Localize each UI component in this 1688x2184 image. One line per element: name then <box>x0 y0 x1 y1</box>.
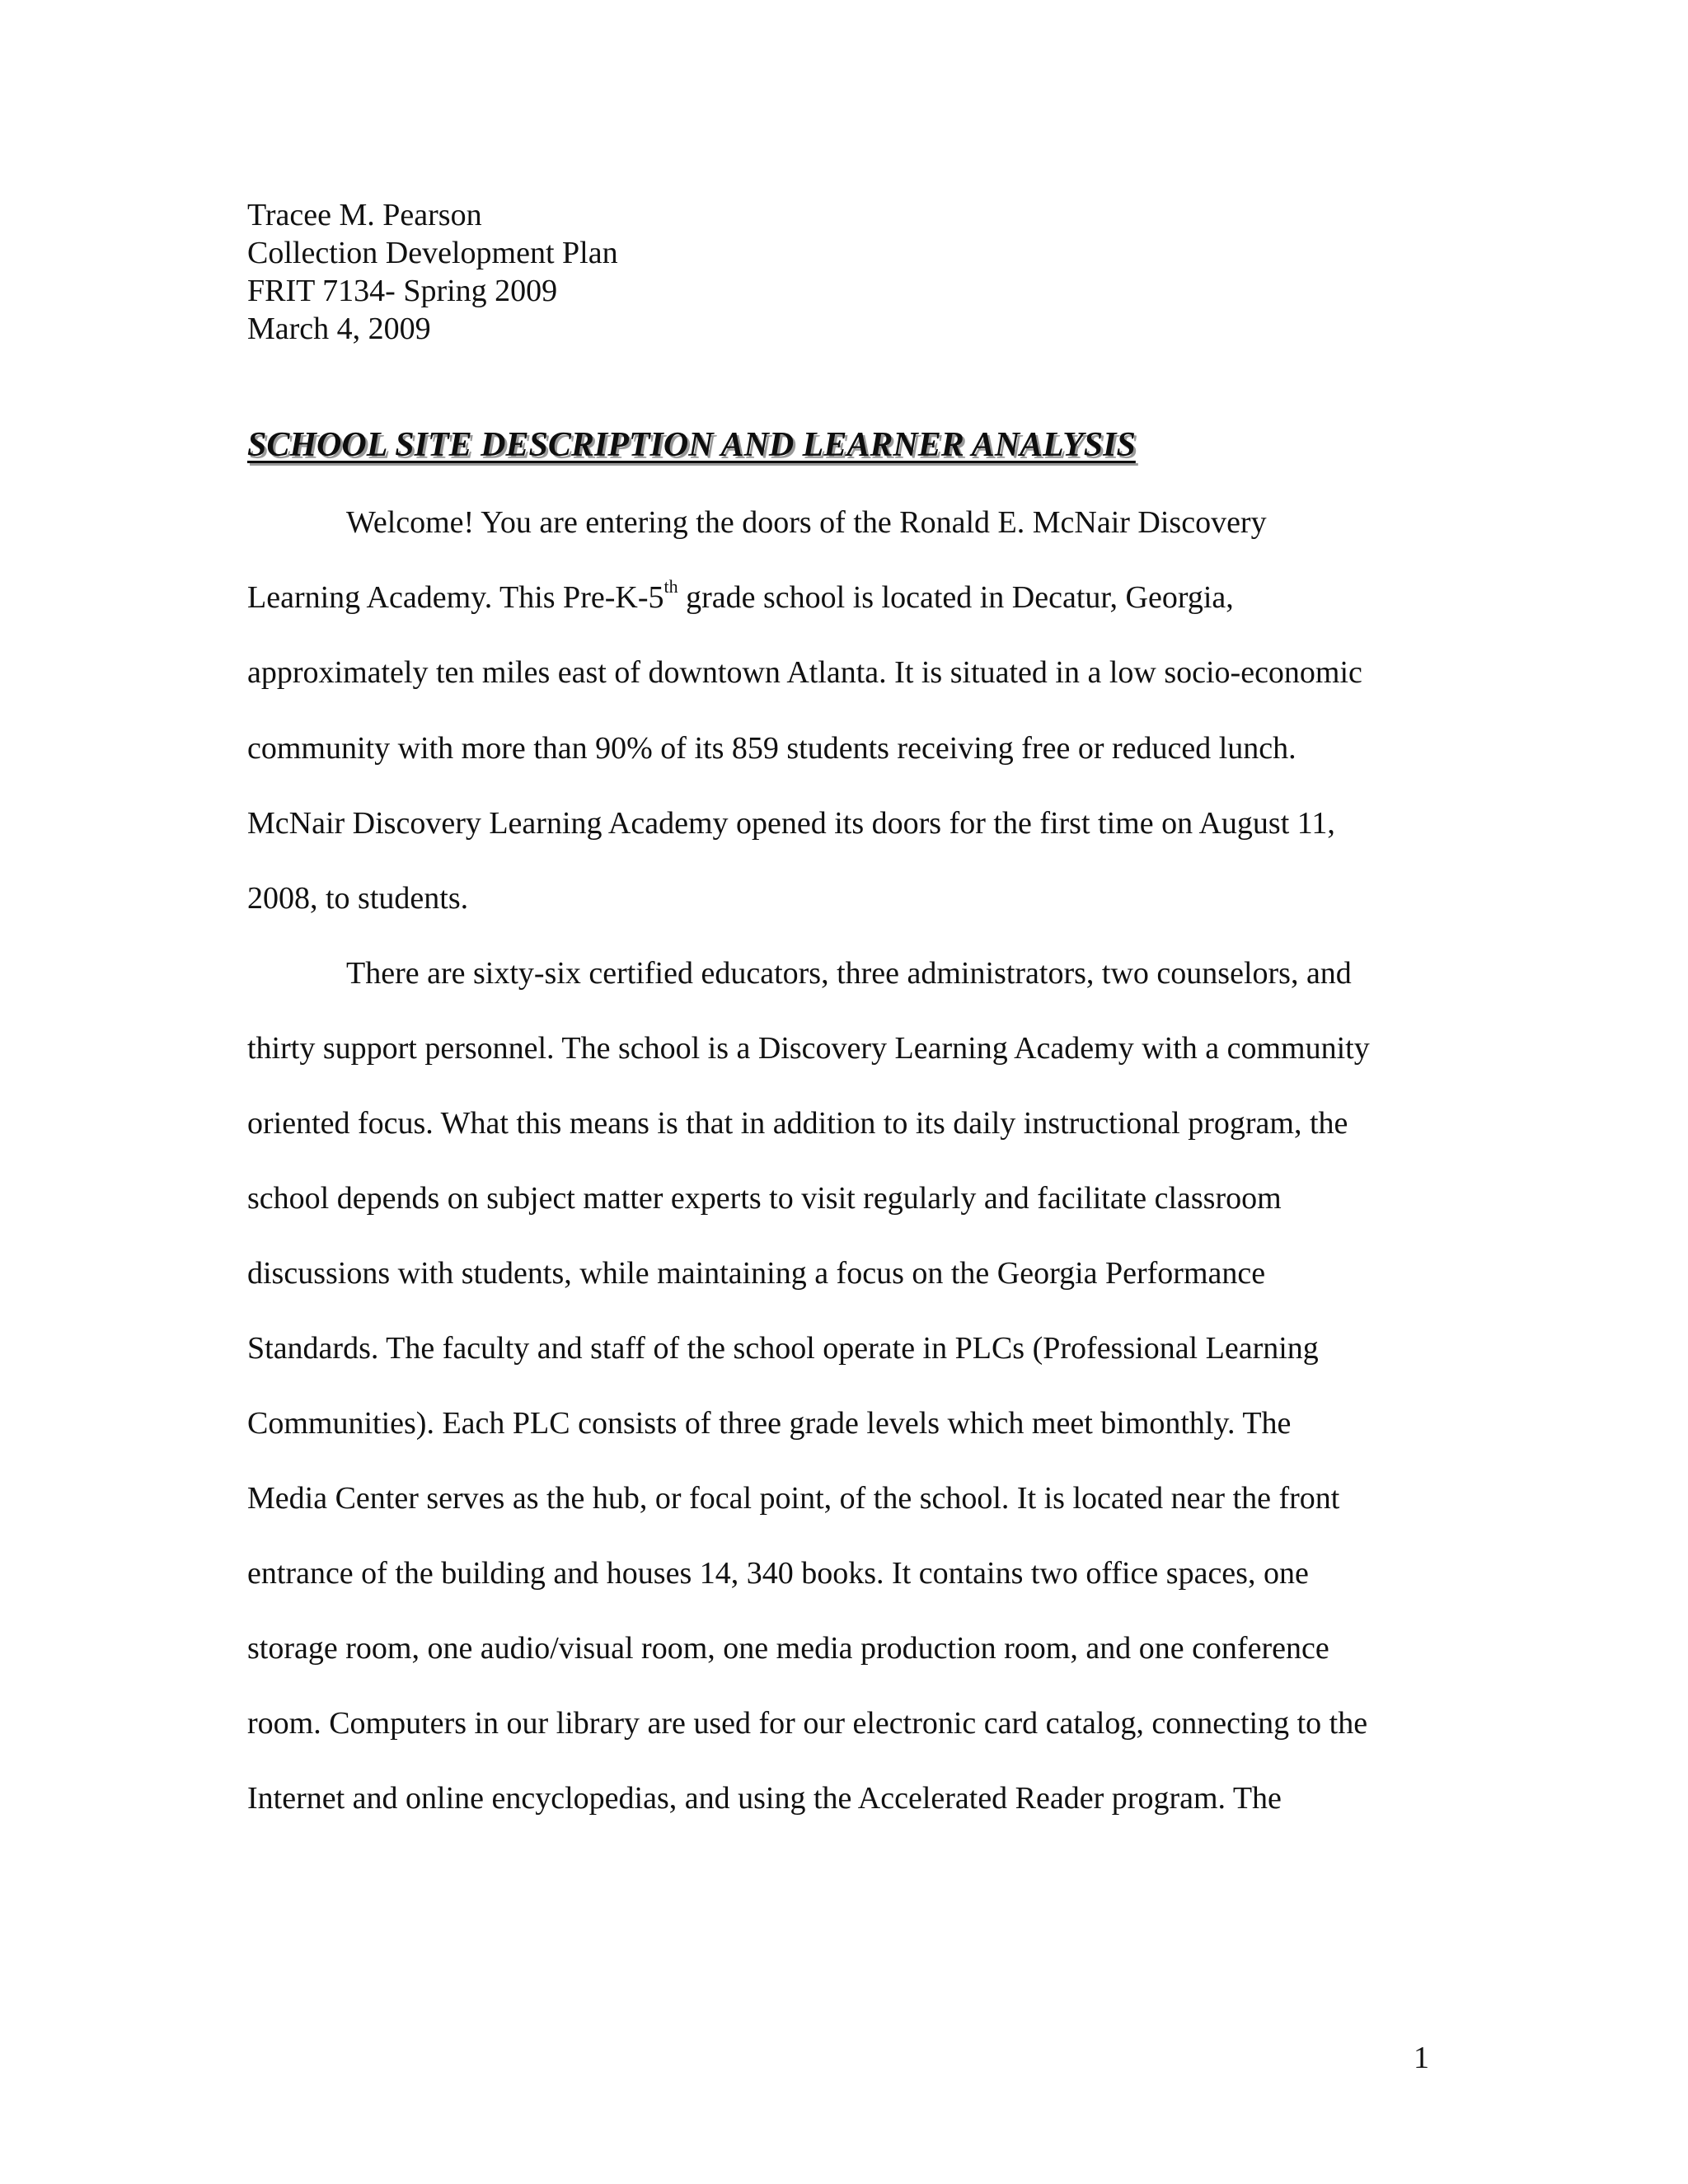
paragraph-1-line-6: 2008, to students. <box>247 881 469 916</box>
document-title: Collection Development Plan <box>247 236 618 270</box>
paragraph-1-line-2-text-a: Learning Academy. This Pre-K-5 <box>247 580 664 615</box>
paragraph-1-line-3: approximately ten miles east of downtown Atlanta. It is situated in a low socio-economic <box>247 655 1362 690</box>
paragraph-2-line-8: Media Center serves as the hub, or focal point, of the school. It is located near the front <box>247 1481 1340 1516</box>
author-name: Tracee M. Pearson <box>247 198 482 232</box>
document-date: March 4, 2009 <box>247 312 431 346</box>
page-number: 1 <box>1414 2041 1429 2075</box>
paragraph-1-line-5: McNair Discovery Learning Academy opened its doors for the first time on August 11, <box>247 806 1335 841</box>
section-heading: SCHOOL SITE DESCRIPTION AND LEARNER ANALYSIS <box>247 426 1136 464</box>
paragraph-2-line-12: Internet and online encyclopedias, and using the Accelerated Reader program. The <box>247 1781 1282 1816</box>
paragraph-1-line-2-text-b: grade school is located in Decatur, Georgia, <box>678 580 1234 615</box>
paragraph-2-line-4: school depends on subject matter experts to visit regularly and facilitate classroom <box>247 1181 1282 1216</box>
paragraph-2-line-5: discussions with students, while maintaining a focus on the Georgia Performance <box>247 1256 1266 1291</box>
paragraph-2-line-1: There are sixty-six certified educators, three administrators, two counselors, and <box>346 956 1352 991</box>
paragraph-2-line-9: entrance of the building and houses 14, 340 books. It contains two office spaces, one <box>247 1556 1309 1591</box>
document-header <box>247 196 1451 348</box>
paragraph-1-line-1: Welcome! You are entering the doors of the Ronald E. McNair Discovery <box>346 505 1267 540</box>
paragraph-2-line-10: storage room, one audio/visual room, one media production room, and one conference <box>247 1631 1329 1666</box>
paragraph-2-line-3: oriented focus. What this means is that in addition to its daily instructional program, the <box>247 1106 1348 1141</box>
ordinal-superscript: th <box>663 576 678 598</box>
paragraph-1-line-4: community with more than 90% of its 859 students receiving free or reduced lunch. <box>247 731 1296 766</box>
paragraph-2-line-11: room. Computers in our library are used for our electronic card catalog, connecting to the <box>247 1706 1368 1741</box>
paragraph-2-line-7: Communities). Each PLC consists of three grade levels which meet bimonthly. The <box>247 1406 1292 1441</box>
paragraph-1-line-2 <box>247 576 1234 616</box>
paragraph-2-line-6: Standards. The faculty and staff of the school operate in PLCs (Professional Learning <box>247 1331 1319 1366</box>
paragraph-2-line-2: thirty support personnel. The school is a Discovery Learning Academy with a community <box>247 1031 1370 1066</box>
course-info: FRIT 7134- Spring 2009 <box>247 274 558 308</box>
